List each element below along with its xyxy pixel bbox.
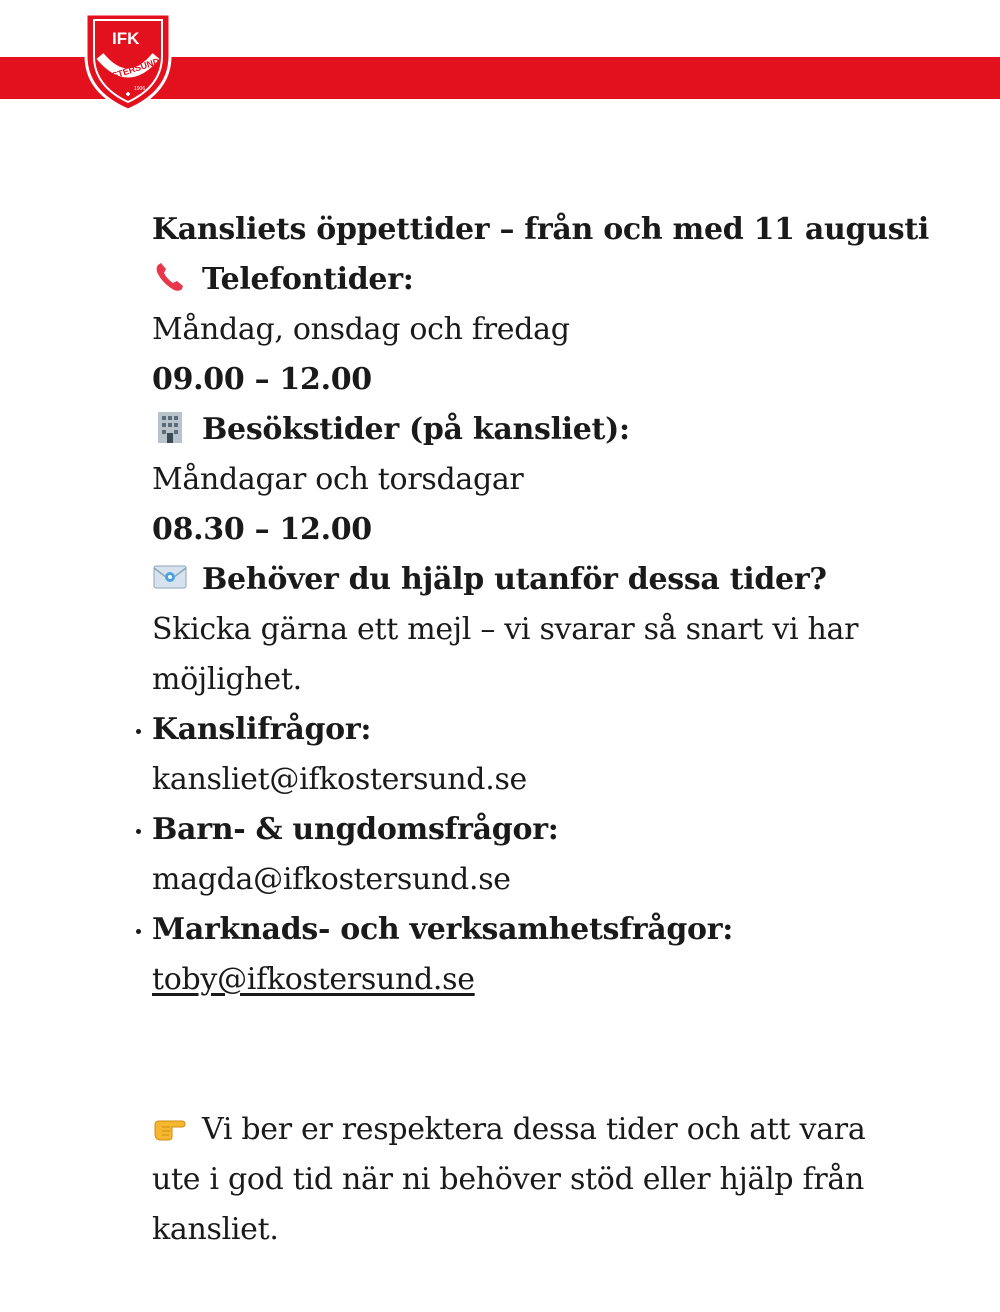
contact-item-youth	[136, 805, 952, 855]
closing-line1	[152, 1105, 952, 1155]
contact-email-youth[interactable]: magda@ifkostersund.se	[152, 862, 511, 897]
help-text-line1: Skicka gärna ett mejl – vi svarar så snart vi har	[152, 612, 859, 647]
bullet-icon	[136, 729, 141, 734]
contact-label: Marknads- och verksamhetsfrågor:	[152, 912, 734, 947]
contact-item-marketing	[136, 905, 952, 955]
envelope-icon	[152, 559, 188, 595]
contact-item-kansli	[136, 705, 952, 755]
phone-days: Måndag, onsdag och fredag	[152, 312, 570, 347]
phone-section-title	[152, 255, 952, 305]
help-title: Behöver du hjälp utanför dessa tider?	[202, 562, 827, 597]
bullet-icon	[136, 929, 141, 934]
help-text-line2: möjlighet.	[152, 662, 302, 697]
phone-hours: 09.00 – 12.00	[152, 362, 372, 397]
svg-text:ÖSTERSUND: ÖSTERSUND	[103, 56, 161, 84]
club-logo	[82, 10, 174, 114]
closing-line2: ute i god tid när ni behöver stöd eller hjälp från	[152, 1162, 864, 1197]
visit-hours: 08.30 – 12.00	[152, 512, 372, 547]
help-section-title	[152, 555, 952, 605]
pointing-hand-icon	[152, 1109, 188, 1145]
contact-label: Kanslifrågor:	[152, 712, 372, 747]
email-link[interactable]: toby@ifkostersund.se	[152, 962, 475, 997]
svg-text:1906: 1906	[134, 86, 146, 92]
telephone-receiver-icon	[152, 259, 188, 295]
svg-text:IFK: IFK	[112, 29, 140, 48]
bullet-icon	[136, 829, 141, 834]
visit-section-title	[152, 405, 952, 455]
closing-text-1: Vi ber er respektera dessa tider och att vara	[202, 1112, 866, 1147]
visit-days: Måndagar och torsdagar	[152, 462, 524, 497]
visit-title: Besökstider (på kansliet):	[202, 412, 630, 447]
contact-email-kansli[interactable]: kansliet@ifkostersund.se	[152, 762, 527, 797]
notice-heading: Kansliets öppettider – från och med 11 augusti	[152, 212, 929, 247]
closing-line3: kansliet.	[152, 1212, 279, 1247]
office-building-icon	[152, 409, 188, 445]
contact-label: Barn- & ungdomsfrågor:	[152, 812, 559, 847]
contact-email-marketing[interactable]	[152, 955, 952, 1005]
notice-content	[152, 205, 952, 1255]
spacer	[152, 1005, 952, 1105]
phone-title: Telefontider:	[202, 262, 414, 297]
